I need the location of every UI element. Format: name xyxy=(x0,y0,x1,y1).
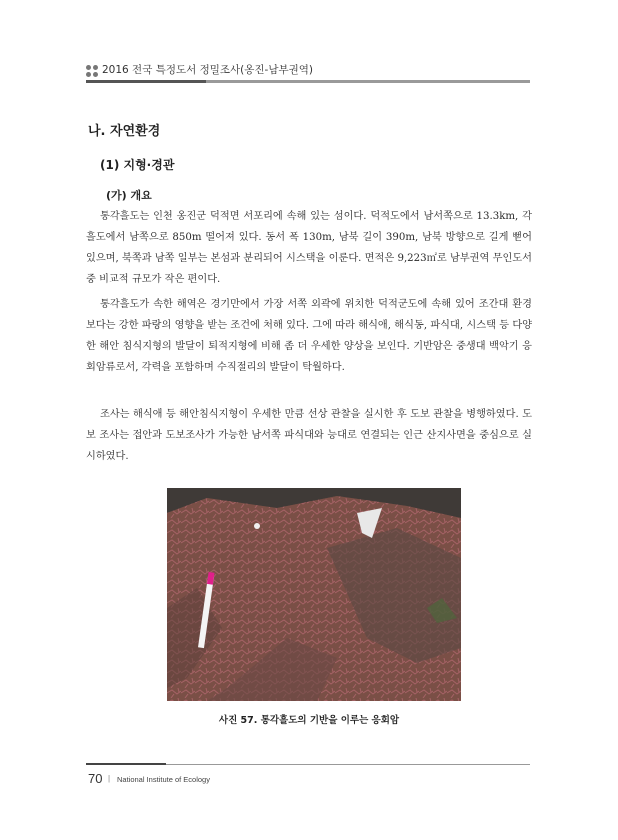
section-heading: 나. 자연환경 xyxy=(88,124,161,139)
running-header xyxy=(86,62,530,84)
institute-name: National Institute of Ecology xyxy=(117,775,210,784)
footer-rule-accent xyxy=(86,763,166,765)
page-number: 70 xyxy=(88,771,103,786)
body-paragraph-1: 통각흘도는 인천 옹진군 덕적면 서포리에 속해 있는 섬이다. 덕적도에서 남서쪽으로 13.3km, 각흘도에서 남쪽으로 850m 떨어져 있다. 동서 폭 130m, 남북 길이 390m, 남북 방향으로 길게 뻗어 있으며, 북쪽과 남쪽 일부는 본섬과 분리되어 시스택을 이룬다. 면적은 9,223㎡로 남부권역 무인도서 중 비교적 규모가 작은 편이다. xyxy=(86,211,532,285)
subsubsection-heading: (가) 개요 xyxy=(106,189,152,202)
header-title: 2016 전국 특정도서 정밀조사(옹진-남부권역) xyxy=(102,64,314,76)
body-paragraph-2: 통각흘도가 속한 해역은 경기만에서 가장 서쪽 외곽에 위치한 덕적군도에 속해 있어 조간대 환경보다는 강한 파랑의 영향을 받는 조건에 처해 있다. 그에 따라 해식애, 해식동, 파식대, 시스택 등 다양한 해안 침식지형의 발달이 퇴적지형에 비해 좀 더 우세한 양상을 보인다. 기반암은 중생대 백악기 응회암류로서, 각력을 포함하며 수직절리의 발달이 탁월하다. xyxy=(86,299,532,373)
figure-caption: 사진 57. 통각흘도의 기반을 이루는 응회암 xyxy=(218,715,400,726)
subsection-heading: (1) 지형·경관 xyxy=(100,158,175,172)
body-paragraph-3: 조사는 해식애 등 해안침식지형이 우세한 만큼 선상 관찰을 실시한 후 도보 관찰을 병행하였다. 도보 조사는 접안과 도보조사가 가능한 남서쪽 파식대와 능대로 연결되는 인근 산지사면을 중심으로 실시하였다. xyxy=(86,409,532,462)
tuff-rock-photo xyxy=(167,488,461,701)
header-rule-accent xyxy=(86,80,206,83)
footer-separator: | xyxy=(108,774,111,783)
rock-photo-illustration xyxy=(167,488,461,701)
four-dots-icon xyxy=(86,65,98,77)
